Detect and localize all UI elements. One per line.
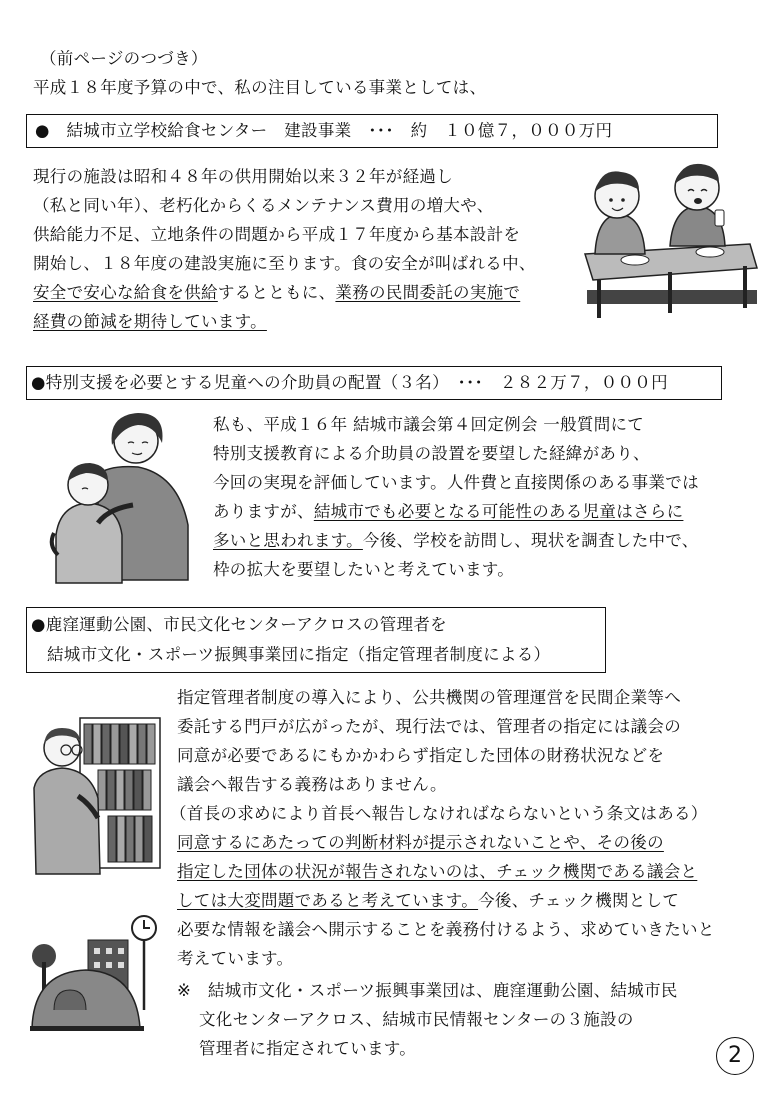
section3-note: ※ 結城市文化・スポーツ振興事業団は、鹿窪運動公園、結城市民 (177, 981, 678, 1000)
plain-text: ありますが、 (213, 502, 314, 521)
underlined-text: 業務の民間委託の実施で (335, 283, 521, 302)
section2-line (213, 501, 683, 523)
underlined-text: 経費の節減を期待しています。 (33, 312, 267, 331)
section3-line (177, 832, 664, 854)
section3-line: （首長の求めにより首長へ報告しなければならないという条文はある） (170, 804, 708, 823)
section1-line: 開始し、１８年度の建設実施に至ります。食の安全が叫ばれる中、 (33, 254, 536, 273)
section1-line: （私と同い年）、老朽化からくるメンテナンス費用の増大や、 (33, 196, 494, 215)
underlined-text: 指定した団体の状況が報告されないのは、チェック機関である議会と (177, 862, 698, 881)
underlined-text: 結城市でも必要となる可能性のある児童はさらに (313, 502, 684, 521)
page-number: 2 (716, 1037, 754, 1075)
section1-title-box (26, 114, 718, 148)
plain-text: 今後、学校を訪問し、現状を調査した中で、 (362, 531, 699, 550)
underlined-text: しては大変問題であると考えています。 (177, 891, 479, 910)
section3-line: 指定管理者制度の導入により、公共機関の管理運営を民間企業等へ (177, 688, 681, 707)
school-lunch-children-illustration (575, 158, 760, 328)
intro-text: 平成１８年度予算の中で、私の注目している事業としては、 (33, 78, 487, 97)
section2-line (213, 530, 699, 552)
section3-line: 議会へ報告する義務はありません。 (177, 775, 447, 794)
section2-title: ●特別支援を必要とする児童への介助員の配置（３名） ･･･ ２８２万７，０００円 (31, 373, 668, 392)
section2-line: 特別支援教育による介助員の設置を要望した経緯があり、 (213, 444, 650, 463)
underlined-text: 同意するにあたっての判断材料が提示されないことや、その後の (177, 833, 664, 852)
underlined-text: 安全で安心な給食を供給 (33, 283, 218, 302)
section3-line (177, 890, 679, 912)
park-and-building-illustration (28, 910, 168, 1035)
plain-text: するとともに、 (217, 283, 336, 302)
continued-note: （前ページのつづき） (40, 49, 208, 68)
section3-title-line2: 結城市文化・スポーツ振興事業団に指定（指定管理者制度による） (47, 645, 551, 664)
section3-title-line1: ●鹿窪運動公園、市民文化センターアクロスの管理者を (31, 615, 447, 634)
section1-line (33, 282, 520, 304)
section3-line: 考えています。 (177, 949, 294, 968)
section3-line: 委託する門戸が広がったが、現行法では、管理者の指定には議会の (177, 717, 681, 736)
section1-line: 現行の施設は昭和４８年の供用開始以来３２年が経過し (33, 167, 453, 186)
section2-title-box (26, 366, 722, 400)
section1-line (33, 311, 267, 333)
underlined-text: 多いと思われます。 (213, 531, 363, 550)
section3-note: 管理者に指定されています。 (199, 1039, 417, 1058)
section3-line: 必要な情報を議会へ開示することを義務付けるよう、求めていきたいと (177, 920, 715, 939)
section2-line: 今回の実現を評価しています。人件費と直接関係のある事業では (213, 473, 699, 492)
section2-line: 私も、平成１６年 結城市議会第４回定例会 一般質問にて (213, 415, 645, 434)
section1-line: 供給能力不足、立地条件の問題から平成１７年度から基本設計を (33, 225, 521, 244)
section3-title-box (26, 607, 606, 673)
teacher-with-child-illustration (38, 405, 203, 585)
section3-note: 文化センターアクロス、結城市民情報センターの３施設の (199, 1010, 634, 1029)
section3-line: 同意が必要であるにもかかわらず指定した団体の財務状況などを (177, 746, 665, 765)
section2-line: 枠の拡大を要望したいと考えています。 (213, 560, 515, 579)
plain-text: 今後、チェック機関として (478, 891, 680, 910)
section1-title: ● 結城市立学校給食センター 建設事業 ･･･ 約 １０億７，０００万円 (35, 121, 613, 140)
library-bookshelf-illustration (28, 708, 163, 878)
section3-line (177, 861, 697, 883)
